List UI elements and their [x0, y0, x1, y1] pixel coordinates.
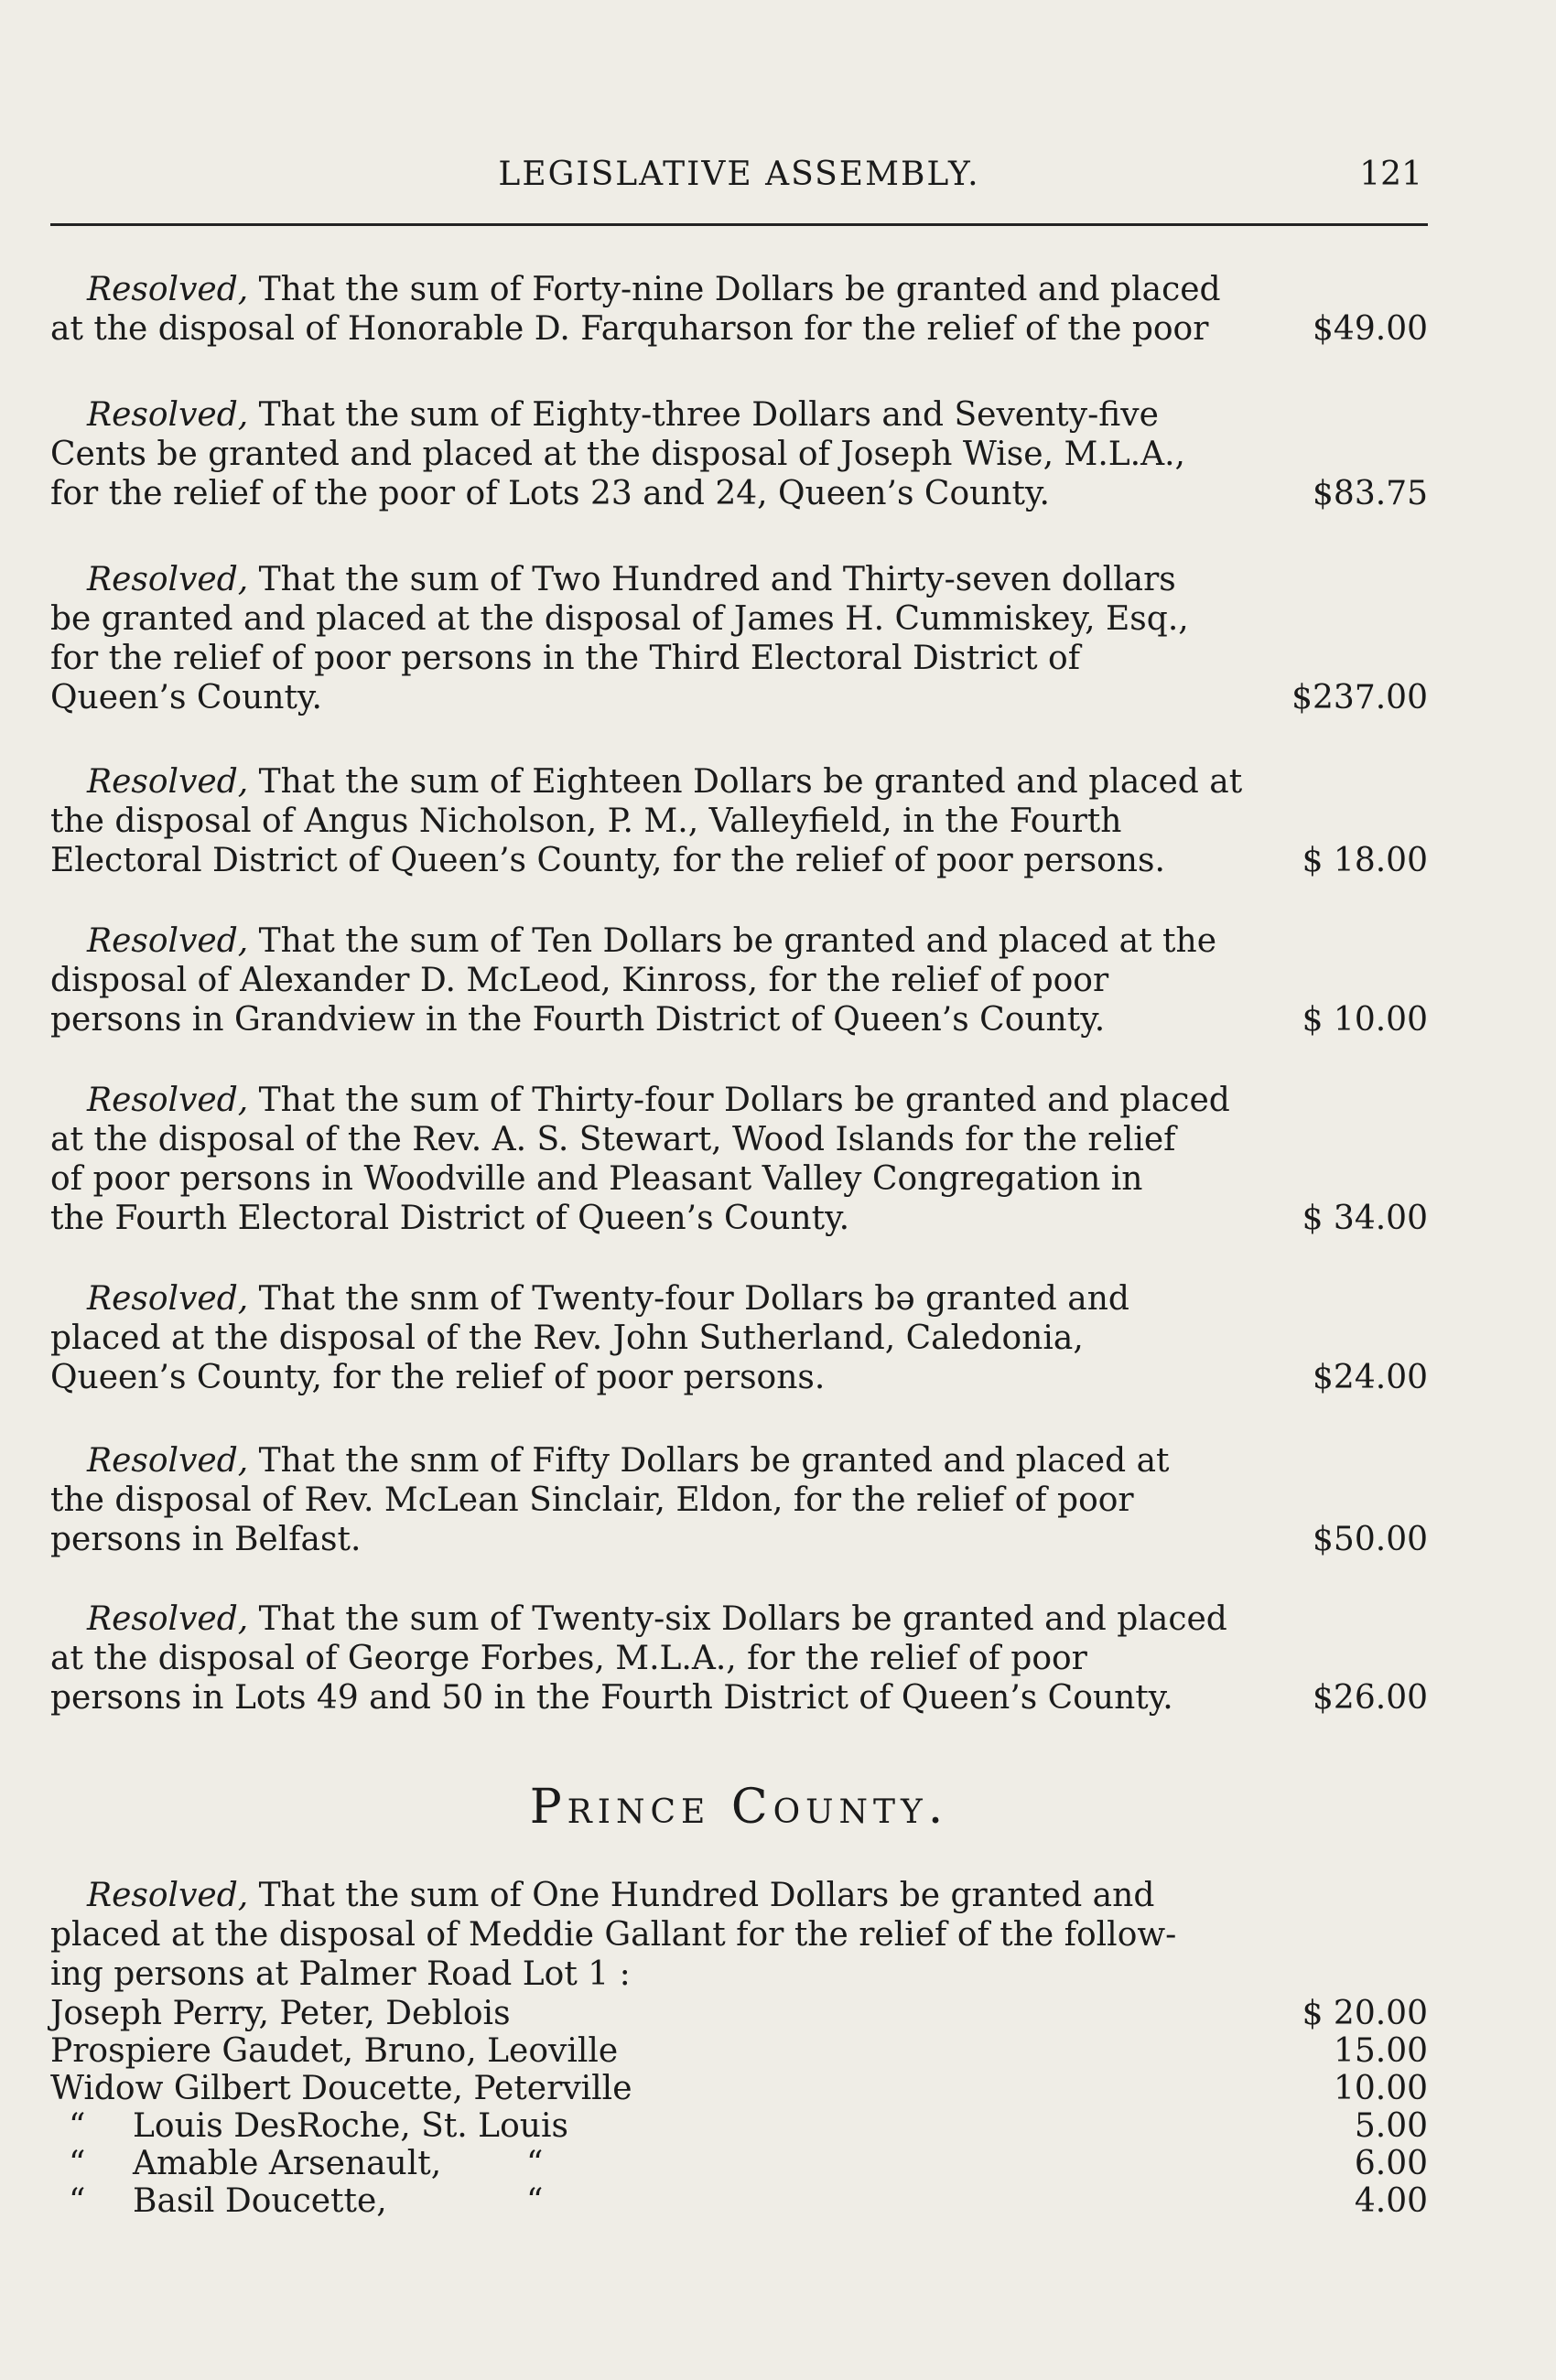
resolution-amount: $ 34.00 — [1302, 1200, 1428, 1237]
resolution-line: the disposal of Angus Nicholson, P. M., Valleyfield, in the Fourth — [50, 802, 1122, 840]
resolution-line: the Fourth Electoral District of Queen’s County. — [50, 1200, 850, 1237]
relief-list — [50, 1995, 1428, 2220]
person-amount: 15.00 — [1333, 2032, 1428, 2070]
resolution-amount: $26.00 — [1313, 1679, 1428, 1717]
list-item — [50, 2182, 1428, 2220]
resolution-line: That the sum of Two Hundred and Thirty-seven dollars — [258, 561, 1176, 598]
resolution-line: at the disposal of the Rev. A. S. Stewart, Wood Islands for the relief — [50, 1121, 1176, 1158]
place-ditto-mark: “ — [526, 2145, 544, 2182]
list-item — [50, 2145, 1428, 2182]
resolution-line: That the sum of One Hundred Dollars be granted and — [258, 1877, 1155, 1914]
person-amount: 4.00 — [1354, 2182, 1428, 2220]
resolved-word: Resolved, — [87, 396, 249, 434]
header-rule — [50, 223, 1428, 226]
resolution-line: disposal of Alexander D. McLeod, Kinross, for the relief of poor — [50, 962, 1109, 999]
resolution-amount: $ 18.00 — [1302, 842, 1428, 879]
person-amount: $ 20.00 — [1302, 1995, 1428, 2032]
resolution-paragraph — [50, 762, 1428, 880]
resolved-word: Resolved, — [87, 1082, 249, 1119]
resolution-paragraph — [50, 1876, 1428, 1994]
list-item — [50, 1995, 1428, 2032]
resolution-line: for the relief of poor persons in the Third Electoral District of — [50, 640, 1081, 677]
resolution-amount: $49.00 — [1313, 310, 1428, 348]
person-name: Prospiere Gaudet, Bruno, Leoville — [50, 2032, 619, 2070]
resolution-paragraph — [50, 560, 1428, 717]
resolution-line: persons in Grandview in the Fourth District of Queen’s County. — [50, 1001, 1106, 1039]
resolution-line: placed at the disposal of the Rev. John Sutherland, Caledonia, — [50, 1319, 1084, 1357]
resolution-line: That the sum of Twenty-six Dollars be granted and placed — [258, 1600, 1227, 1638]
resolution-line: be granted and placed at the disposal of James H. Cummiskey, Esq., — [50, 600, 1189, 638]
resolution-line: persons in Belfast. — [50, 1521, 362, 1558]
resolution-paragraph — [50, 395, 1428, 513]
resolved-word: Resolved, — [87, 271, 249, 308]
ditto-mark: “ — [69, 2107, 86, 2145]
resolution-paragraph — [50, 270, 1428, 349]
resolution-line: That the sum of Ten Dollars be granted and placed at the — [258, 922, 1217, 960]
resolution-line: the disposal of Rev. McLean Sinclair, Eldon, for the relief of poor — [50, 1481, 1134, 1519]
resolved-word: Resolved, — [87, 1600, 249, 1638]
ditto-mark: “ — [69, 2145, 86, 2182]
resolved-word: Resolved, — [87, 922, 249, 960]
resolution-line: for the relief of the poor of Lots 23 and 24, Queen’s County. — [50, 475, 1050, 512]
resolved-word: Resolved, — [87, 1877, 249, 1914]
page-header — [50, 151, 1428, 197]
resolution-line: at the disposal of George Forbes, M.L.A., for the relief of poor — [50, 1640, 1087, 1677]
resolution-line: placed at the disposal of Meddie Gallant for the relief of the follow- — [50, 1916, 1177, 1954]
place-ditto-mark: “ — [526, 2182, 544, 2220]
running-title: LEGISLATIVE ASSEMBLY. — [498, 155, 980, 193]
resolution-line: ing persons at Palmer Road Lot 1 : — [50, 1955, 631, 1993]
resolution-paragraph — [50, 1279, 1428, 1397]
resolution-line: of poor persons in Woodville and Pleasant Valley Congregation in — [50, 1160, 1143, 1198]
resolution-paragraph — [50, 1441, 1428, 1559]
resolution-paragraph — [50, 1599, 1428, 1718]
list-item — [50, 2070, 1428, 2107]
resolution-line: Queen’s County. — [50, 679, 322, 716]
person-name: Widow Gilbert Doucette, Peterville — [50, 2070, 632, 2107]
resolution-amount: $24.00 — [1313, 1359, 1428, 1396]
page-number: 121 — [1359, 155, 1422, 193]
resolved-word: Resolved, — [87, 763, 249, 801]
resolution-amount: $ 10.00 — [1302, 1001, 1428, 1039]
person-name: Amable Arsenault, — [133, 2145, 442, 2182]
resolved-word: Resolved, — [87, 561, 249, 598]
resolution-line: That the sum of Eighteen Dollars be granted and placed at — [258, 763, 1243, 801]
resolution-line: That the sum of Eighty-three Dollars and Seventy-five — [258, 396, 1159, 434]
resolved-word: Resolved, — [87, 1280, 249, 1318]
resolved-word: Resolved, — [87, 1442, 249, 1480]
resolution-line: That the snm of Fifty Dollars be granted and placed at — [258, 1442, 1170, 1480]
resolution-line: persons in Lots 49 and 50 in the Fourth District of Queen’s County. — [50, 1679, 1173, 1717]
resolution-amount: $237.00 — [1291, 679, 1428, 716]
resolution-amount: $83.75 — [1313, 475, 1428, 512]
resolution-line: That the sum of Thirty-four Dollars be granted and placed — [258, 1082, 1230, 1119]
person-amount: 10.00 — [1333, 2070, 1428, 2107]
ditto-mark: “ — [69, 2182, 86, 2220]
resolution-paragraph — [50, 921, 1428, 1039]
person-amount: 6.00 — [1354, 2145, 1428, 2182]
resolution-line: Queen’s County, for the relief of poor persons. — [50, 1359, 826, 1396]
list-item — [50, 2032, 1428, 2070]
resolution-amount: $50.00 — [1313, 1521, 1428, 1558]
person-name: Basil Doucette, — [133, 2182, 387, 2220]
person-amount: 5.00 — [1354, 2107, 1428, 2145]
resolution-line: Electoral District of Queen’s County, for the relief of poor persons. — [50, 842, 1165, 879]
resolution-line: That the snm of Twenty-four Dollars bə granted and — [258, 1280, 1129, 1318]
resolution-line: at the disposal of Honorable D. Farquharson for the relief of the poor — [50, 310, 1209, 348]
resolution-line: Cents be granted and placed at the disposal of Joseph Wise, M.L.A., — [50, 436, 1185, 473]
resolution-line: That the sum of Forty-nine Dollars be granted and placed — [258, 271, 1221, 308]
person-name: Joseph Perry, Peter, Deblois — [50, 1995, 511, 2032]
section-heading: Prince County. — [529, 1780, 949, 1835]
person-name: Louis DesRoche, St. Louis — [133, 2107, 568, 2145]
resolution-paragraph — [50, 1081, 1428, 1238]
list-item — [50, 2107, 1428, 2145]
